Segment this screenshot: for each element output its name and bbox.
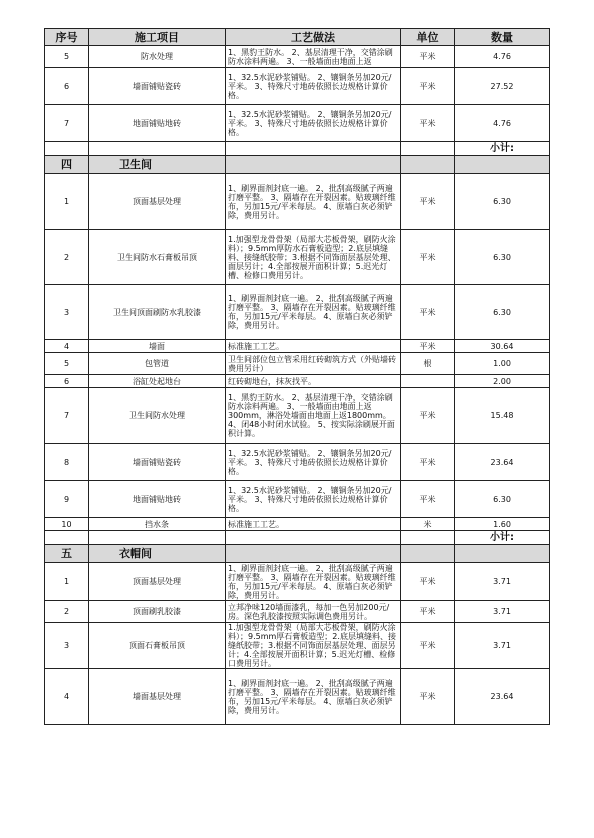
row-quantity: 4.76: [455, 46, 550, 68]
row-description: 1、刷界面剂封底一遍。 2、批刮高级腻子两遍打磨平整。 3、隔墙存在开裂因素。贴玻璃纤维布，另加15元/平米每层。 4、原墙白灰必须铲除，费用另计。: [226, 285, 401, 340]
row-unit: 平米: [401, 340, 455, 353]
row-unit: 平米: [401, 669, 455, 725]
header-desc: 工艺做法: [226, 29, 401, 46]
empty-cell: [89, 142, 226, 156]
row-number: 10: [45, 518, 89, 531]
table-row: [45, 388, 550, 444]
row-unit: 平米: [401, 230, 455, 285]
row-description: 1、32.5水泥砂浆铺贴。 2、镶铜条另加20元/平米。 3、特殊尺寸地砖依照长边规格计算价格。: [226, 105, 401, 142]
row-item: 卫生间防水处理: [89, 388, 226, 444]
row-quantity: 15.48: [455, 388, 550, 444]
row-description: 立邦净味120墙面漆乳，每加一色另加200元/房。深色乳胶漆按照实际调色费用另计。: [226, 601, 401, 623]
row-unit: 平米: [401, 285, 455, 340]
row-description: 1、32.5水泥砂浆铺贴。 2、镶铜条另加20元/平米。 3、特殊尺寸地砖依照长边规格计算价格。: [226, 481, 401, 518]
row-quantity: 27.52: [455, 68, 550, 105]
row-quantity: 1.00: [455, 353, 550, 375]
section-header: [45, 545, 550, 563]
table-row: [45, 340, 550, 353]
header-qty: 数量: [455, 29, 550, 46]
empty-cell: [401, 142, 455, 156]
table-row: [45, 105, 550, 142]
row-number: 9: [45, 481, 89, 518]
subtotal-label: 小计:: [455, 531, 550, 545]
table-row: [45, 623, 550, 669]
subtotal-row: [45, 531, 550, 545]
row-description: 1.加强型龙骨骨架（局部大芯板骨架，刷防火涂料）；9.5mm厚防水石膏板造型；2.底层填缝料、接缝纸胶带；3.根据不同饰面层基层处理、面层另计；4.全部按展开面积计算；5.迟光灯槽、检修口费用另计。: [226, 230, 401, 285]
row-number: 1: [45, 563, 89, 601]
row-description: 1、刷界面剂封底一遍。 2、批刮高级腻子两遍打磨平整。 3、隔墙存在开裂因素。贴玻璃纤维布，另加15元/平米每层。 4、原墙白灰必须铲除，费用另计。: [226, 174, 401, 230]
row-unit: 平米: [401, 68, 455, 105]
empty-cell: [45, 531, 89, 545]
header-row: [45, 29, 550, 46]
row-quantity: 2.00: [455, 375, 550, 388]
table-row: [45, 353, 550, 375]
row-quantity: 6.30: [455, 230, 550, 285]
row-item: 浴缸处起地台: [89, 375, 226, 388]
empty-cell: [401, 156, 455, 174]
empty-cell: [455, 156, 550, 174]
section-number: 四: [45, 156, 89, 174]
table-row: [45, 444, 550, 481]
empty-cell: [401, 531, 455, 545]
row-number: 1: [45, 174, 89, 230]
header-no: 序号: [45, 29, 89, 46]
row-number: 5: [45, 353, 89, 375]
row-quantity: 3.71: [455, 623, 550, 669]
row-item: 防水处理: [89, 46, 226, 68]
row-item: 挡水条: [89, 518, 226, 531]
quote-table: [44, 28, 550, 725]
row-quantity: 4.76: [455, 105, 550, 142]
row-item: 地面铺贴地砖: [89, 105, 226, 142]
table-row: [45, 46, 550, 68]
row-description: 1.加强型龙骨骨架（局部大芯板骨架，刷防火涂料）；9.5mm厚石膏板造型；2.底层填缝料、接缝纸胶带；3.根据不同饰面层基层处理、面层另计；4.全部按展开面积计算；5.迟光灯槽、检修口费用另计。: [226, 623, 401, 669]
table-row: [45, 375, 550, 388]
row-unit: 平米: [401, 105, 455, 142]
row-description: 1、黑豹王防水。 2、基层清理干净，交错涂刷防水涂料两遍。 3、一般墙面由地面上返: [226, 46, 401, 68]
row-number: 7: [45, 105, 89, 142]
table-row: [45, 285, 550, 340]
row-description: 1、刷界面剂封底一遍。 2、批刮高级腻子两遍打磨平整。 3、隔墙存在开裂因素。贴玻璃纤维布，另加15元/平米每层。 4、原墙白灰必须铲除，费用另计。: [226, 669, 401, 725]
subtotal-label: 小计:: [455, 142, 550, 156]
row-unit: 平米: [401, 46, 455, 68]
row-unit: 平米: [401, 444, 455, 481]
row-quantity: 3.71: [455, 563, 550, 601]
empty-cell: [226, 545, 401, 563]
row-number: 2: [45, 230, 89, 285]
empty-cell: [226, 156, 401, 174]
row-number: 7: [45, 388, 89, 444]
row-quantity: 1.60: [455, 518, 550, 531]
row-item: 墙面基层处理: [89, 669, 226, 725]
row-description: 红砖砌地台，抹灰找平。: [226, 375, 401, 388]
row-quantity: 23.64: [455, 669, 550, 725]
row-description: 标准施工工艺。: [226, 340, 401, 353]
row-quantity: 30.64: [455, 340, 550, 353]
subtotal-row: [45, 142, 550, 156]
row-item: 墙面: [89, 340, 226, 353]
row-item: 顶面刷乳胶漆: [89, 601, 226, 623]
empty-cell: [226, 531, 401, 545]
section-number: 五: [45, 545, 89, 563]
row-quantity: 6.30: [455, 285, 550, 340]
row-unit: 平米: [401, 601, 455, 623]
row-number: 3: [45, 285, 89, 340]
row-number: 6: [45, 68, 89, 105]
row-unit: 平米: [401, 174, 455, 230]
row-unit: 米: [401, 518, 455, 531]
row-item: 顶面基层处理: [89, 563, 226, 601]
row-item: 卫生间顶面刷防水乳胶漆: [89, 285, 226, 340]
row-description: 1、32.5水泥砂浆铺贴。 2、镶铜条另加20元/平米。 3、特殊尺寸地砖依照长边规格计算价格。: [226, 68, 401, 105]
section-title: 卫生间: [89, 156, 226, 174]
row-number: 4: [45, 340, 89, 353]
row-quantity: 6.30: [455, 481, 550, 518]
row-description: 标准施工工艺。: [226, 518, 401, 531]
row-description: 卫生间部位包立管采用红砖砌筑方式（外贴墙砖费用另计）: [226, 353, 401, 375]
row-unit: 平米: [401, 563, 455, 601]
row-description: 1、刷界面剂封底一遍。 2、批刮高级腻子两遍打磨平整。 3、隔墙存在开裂因素。贴玻璃纤维布，另加15元/平米每层。 4、原墙白灰必须铲除，费用另计。: [226, 563, 401, 601]
empty-cell: [226, 142, 401, 156]
empty-cell: [45, 142, 89, 156]
row-number: 2: [45, 601, 89, 623]
table-row: [45, 68, 550, 105]
row-item: 墙面铺贴瓷砖: [89, 68, 226, 105]
row-unit: 根: [401, 353, 455, 375]
table-row: [45, 563, 550, 601]
header-unit: 单位: [401, 29, 455, 46]
row-number: 8: [45, 444, 89, 481]
row-quantity: 6.30: [455, 174, 550, 230]
table-row: [45, 518, 550, 531]
row-quantity: 3.71: [455, 601, 550, 623]
row-item: 地面铺贴地砖: [89, 481, 226, 518]
header-item: 施工项目: [89, 29, 226, 46]
table-row: [45, 601, 550, 623]
empty-cell: [401, 545, 455, 563]
row-item: 墙面铺贴瓷砖: [89, 444, 226, 481]
row-description: 1、32.5水泥砂浆铺贴。 2、镶铜条另加20元/平米。 3、特殊尺寸地砖依照长边规格计算价格。: [226, 444, 401, 481]
row-unit: 平米: [401, 388, 455, 444]
row-description: 1、黑豹王防水。 2、基层清理干净，交错涂刷防水涂料两遍。 3、一般墙面由地面上返300mm，淋浴处墙面由地面上返1800mm。 4、闭48小时闭水试验。 5、按实际涂刷展开面积计算。: [226, 388, 401, 444]
table-row: [45, 669, 550, 725]
row-item: 包管道: [89, 353, 226, 375]
row-number: 5: [45, 46, 89, 68]
empty-cell: [89, 531, 226, 545]
section-title: 衣帽间: [89, 545, 226, 563]
table-row: [45, 481, 550, 518]
row-unit: [401, 375, 455, 388]
row-quantity: 23.64: [455, 444, 550, 481]
row-item: 顶面石膏板吊顶: [89, 623, 226, 669]
row-unit: 平米: [401, 623, 455, 669]
row-item: 卫生间防水石膏板吊顶: [89, 230, 226, 285]
empty-cell: [455, 545, 550, 563]
row-number: 4: [45, 669, 89, 725]
row-number: 6: [45, 375, 89, 388]
row-number: 3: [45, 623, 89, 669]
row-item: 顶面基层处理: [89, 174, 226, 230]
section-header: [45, 156, 550, 174]
table-row: [45, 230, 550, 285]
table-row: [45, 174, 550, 230]
row-unit: 平米: [401, 481, 455, 518]
